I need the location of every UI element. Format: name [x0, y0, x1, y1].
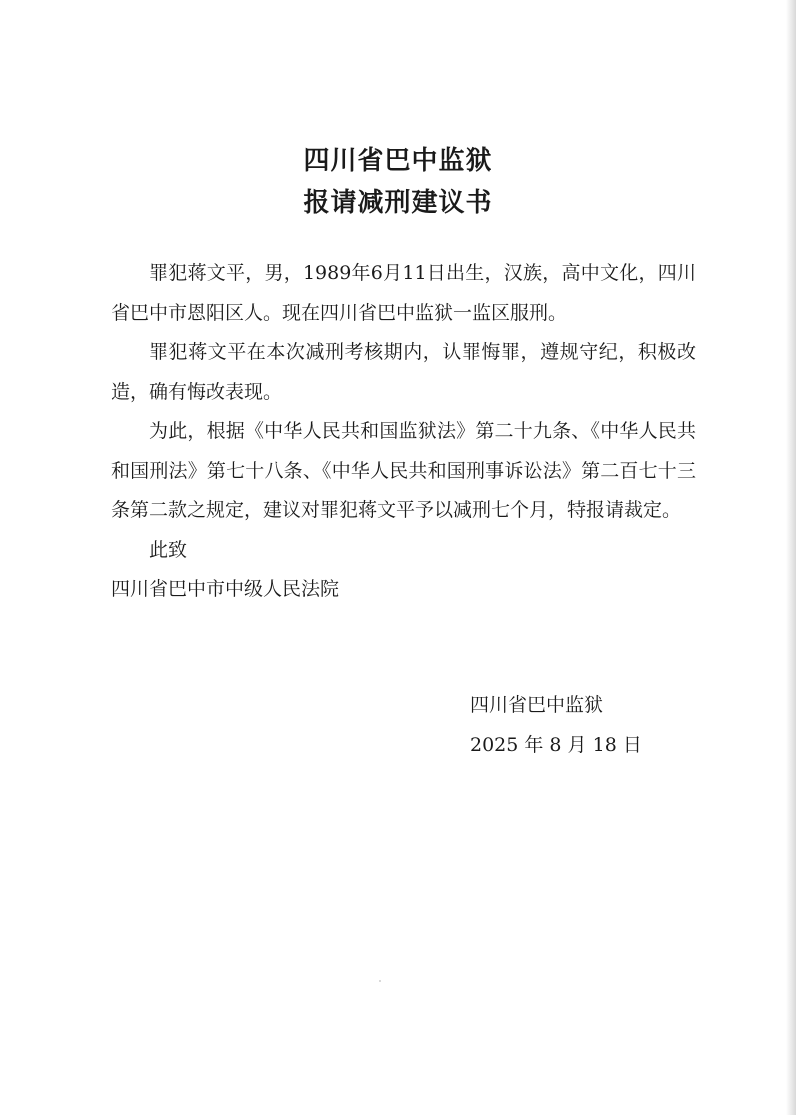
paragraph-personal-info: 罪犯蒋文平，男，1989年6月11日出生，汉族，高中文化，四川省巴中市恩阳区人。现在四川省巴中监狱一监区服刑。	[111, 262, 696, 324]
signature-date: 2025 年 8 月 18 日	[470, 734, 642, 756]
paragraph-performance: 罪犯蒋文平在本次减刑考核期内，认罪悔罪，遵规守纪，积极改造，确有悔改表现。	[111, 341, 696, 403]
signature-organization: 四川省巴中监狱	[470, 694, 604, 716]
recipient: 四川省巴中市中级人民法院	[111, 578, 340, 600]
scan-speck	[379, 980, 381, 982]
paragraph-salutation: 此致	[149, 538, 188, 561]
document-title-line1: 四川省巴中监狱	[303, 146, 493, 176]
paragraph-legal-basis: 为此，根据《中华人民共和国监狱法》第二十九条、《中华人民共和国刑法》第七十八条、《中华人民共和国刑事诉讼法》第二百七十三条第二款之规定，建议对罪犯蒋文平予以减刑七个月，特报请裁定。	[111, 420, 696, 521]
scan-edge-shadow	[786, 0, 796, 1115]
document-title-line2: 报请减刑建议书	[303, 188, 493, 218]
document-body	[111, 254, 696, 610]
